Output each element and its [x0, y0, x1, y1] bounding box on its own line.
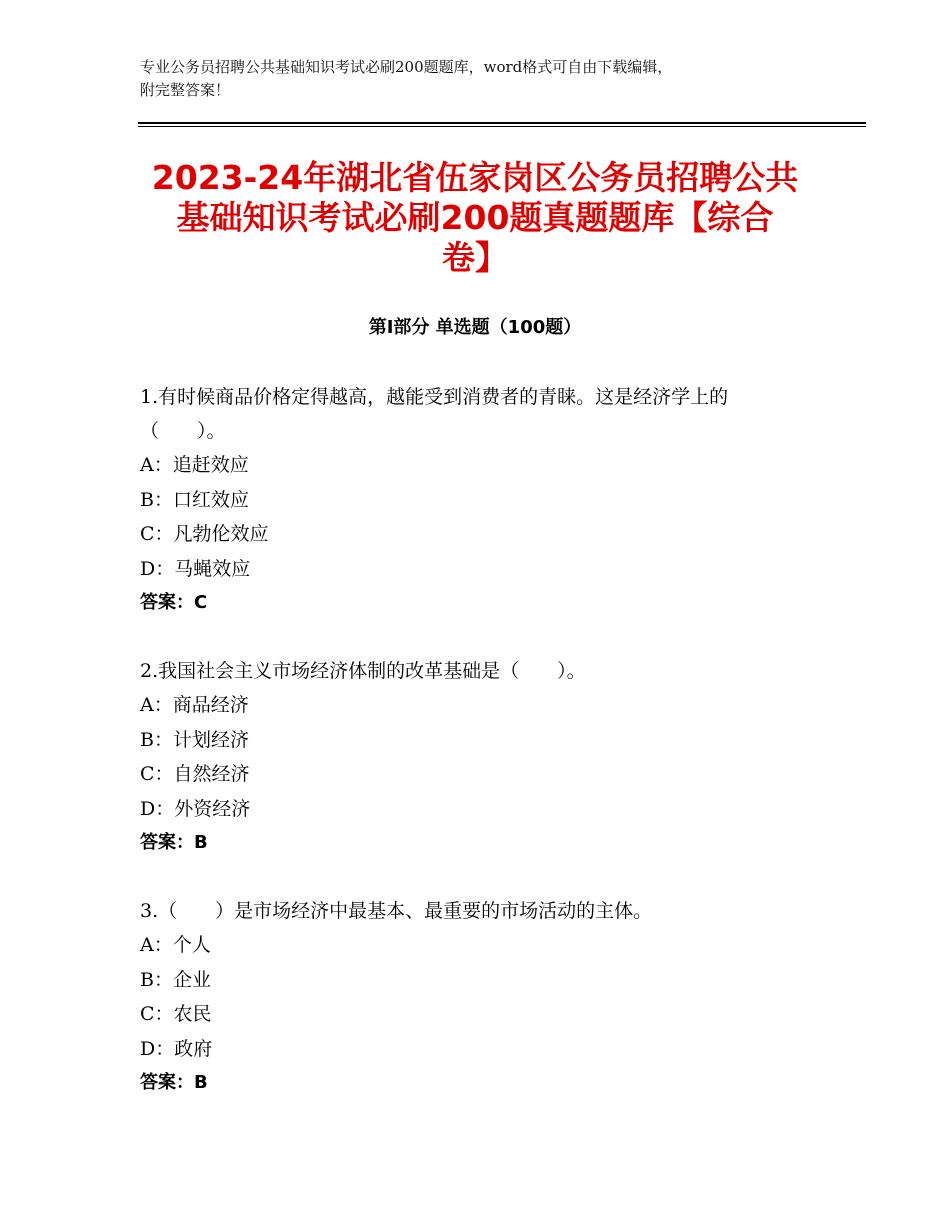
document-title — [130, 158, 820, 278]
option-b: B：计划经济 — [140, 728, 249, 751]
header-rule-thin — [138, 126, 866, 127]
option-c: C：凡勃伦效应 — [140, 523, 269, 545]
question-stem: 1.有时候商品价格定得越高，越能受到消费者的青睐。这是经济学上的（ ）。 — [140, 386, 729, 442]
question-2 — [140, 654, 810, 860]
option-a: A：个人 — [140, 934, 211, 956]
header-note-line1: 专业公务员招聘公共基础知识考试必刷200题题库，word格式可自由下载编辑， — [140, 58, 673, 76]
header-rule-thick — [138, 122, 866, 124]
document-title-line3: 卷】 — [442, 238, 508, 277]
header-note — [140, 56, 820, 102]
document-title-line2: 基础知识考试必刷200题真题题库【综合 — [176, 198, 774, 237]
answer: 答案：C — [140, 592, 208, 613]
answer: 答案：B — [140, 832, 208, 853]
option-c: C：自然经济 — [140, 763, 250, 785]
option-b: B：口红效应 — [140, 488, 249, 511]
answer: 答案：B — [140, 1072, 208, 1093]
option-d: D：外资经济 — [140, 797, 251, 820]
option-d: D：政府 — [140, 1037, 213, 1060]
option-c: C：农民 — [140, 1003, 212, 1025]
question-stem: 2.我国社会主义市场经济体制的改革基础是（ ）。 — [140, 660, 586, 682]
document-title-line1: 2023-24年湖北省伍家岗区公务员招聘公共 — [151, 158, 799, 197]
question-3 — [140, 894, 810, 1100]
question-stem: 3.（ ）是市场经济中最基本、最重要的市场活动的主体。 — [140, 900, 653, 922]
option-a: A：追赶效应 — [140, 454, 249, 476]
question-1 — [140, 380, 810, 620]
question-list — [140, 380, 810, 1134]
option-b: B：企业 — [140, 968, 211, 991]
option-a: A：商品经济 — [140, 694, 249, 716]
header-note-line2: 附完整答案！ — [140, 81, 231, 99]
section-heading: 第Ⅰ部分 单选题（100题） — [368, 317, 582, 338]
option-d: D：马蝇效应 — [140, 557, 251, 580]
